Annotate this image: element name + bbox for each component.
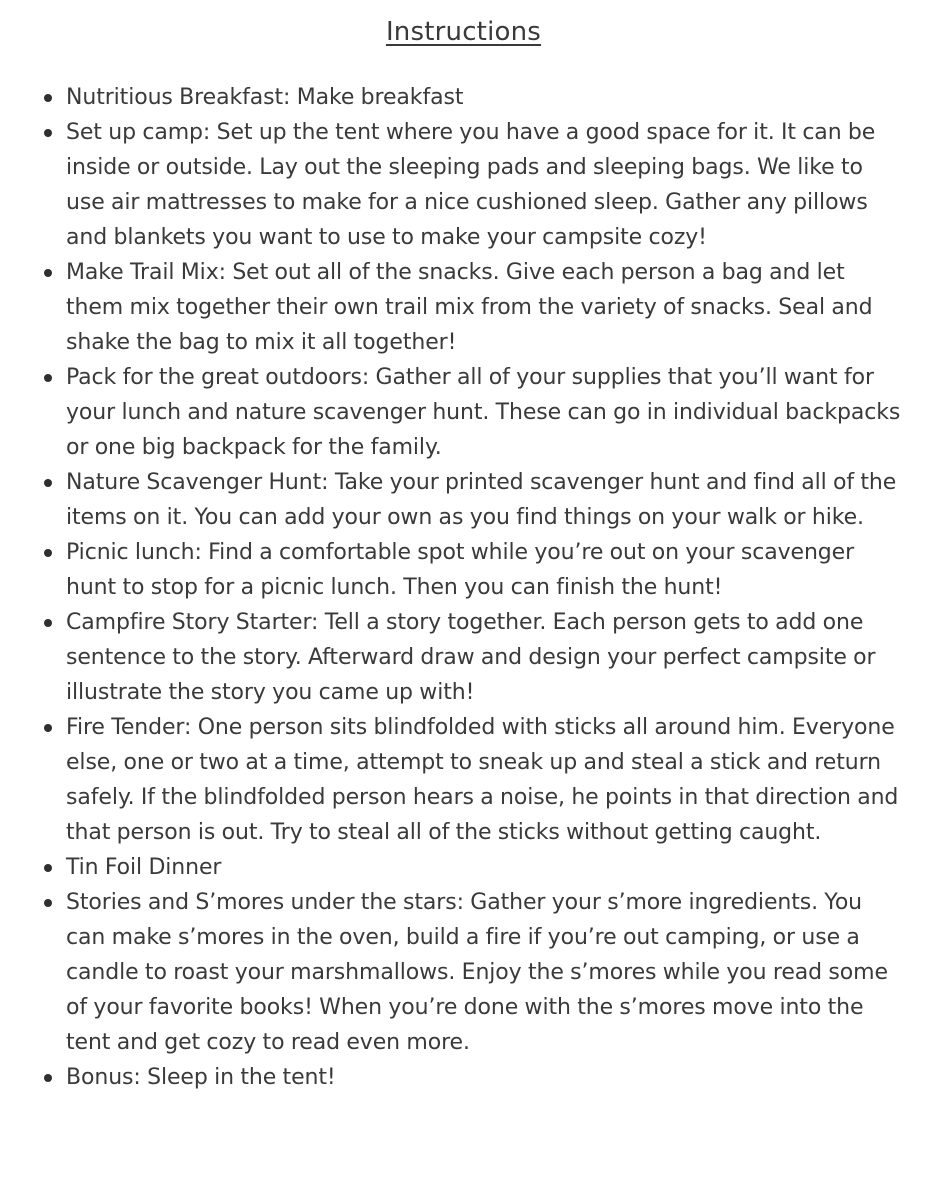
list-item <box>66 535 904 605</box>
bullet-icon <box>44 94 52 102</box>
bullet-icon <box>44 269 52 277</box>
list-item <box>66 885 904 1060</box>
list-item <box>66 710 904 850</box>
bullet-icon <box>44 724 52 732</box>
list-item <box>66 115 904 255</box>
list-item-text: Tin Foil Dinner <box>66 855 222 880</box>
bullet-icon <box>44 549 52 557</box>
bullet-icon <box>44 619 52 627</box>
bullet-icon <box>44 374 52 382</box>
list-item-text: Pack for the great outdoors: Gather all of your supplies that you’ll want for your lunch and nature scavenger hunt. These can go in individual backpacks or one big backpack for the family. <box>66 365 901 460</box>
list-item-text: Campfire Story Starter: Tell a story together. Each person gets to add one sentence to the story. Afterward draw and design your perfect campsite or illustrate the story you came up with! <box>66 610 876 705</box>
page-title: Instructions <box>385 17 542 47</box>
list-item-text: Bonus: Sleep in the tent! <box>66 1065 336 1090</box>
list-item <box>66 605 904 710</box>
list-item <box>66 80 904 115</box>
list-item-text: Nature Scavenger Hunt: Take your printed scavenger hunt and find all of the items on it. You can add your own as you find things on your walk or hike. <box>66 470 897 530</box>
list-item-text: Make Trail Mix: Set out all of the snacks. Give each person a bag and let them mix together their own trail mix from the variety of snacks. Seal and shake the bag to mix it all together! <box>66 260 873 355</box>
bullet-icon <box>44 1074 52 1082</box>
list-item-text: Nutritious Breakfast: Make breakfast <box>66 85 464 110</box>
list-item <box>66 255 904 360</box>
bullet-icon <box>44 129 52 137</box>
list-item-text: Stories and S’mores under the stars: Gather your s’more ingredients. You can make s’mores in the oven, build a fire if you’re out camping, or use a candle to roast your marshmallows. Enjoy the s’mores while you read some of your favorite books! When you’re done with the s’mores move into the tent and get cozy to read even more. <box>66 890 888 1055</box>
bullet-icon <box>44 864 52 872</box>
list-item <box>66 465 904 535</box>
list-item <box>66 360 904 465</box>
list-item-text: Picnic lunch: Find a comfortable spot while you’re out on your scavenger hunt to stop for a picnic lunch. Then you can finish the hunt! <box>66 540 855 600</box>
list-item <box>66 1060 904 1095</box>
list-item-text: Set up camp: Set up the tent where you have a good space for it. It can be inside or outside. Lay out the sleeping pads and sleeping bags. We like to use air mattresses to make for a nice cushioned sleep. Gather any pillows and blankets you want to use to make your campsite cozy! <box>66 120 876 250</box>
instruction-list <box>66 80 904 1095</box>
list-item <box>66 850 904 885</box>
bullet-icon <box>44 899 52 907</box>
list-item-text: Fire Tender: One person sits blindfolded with sticks all around him. Everyone else, one or two at a time, attempt to sneak up and steal a stick and return safely. If the blindfolded person hears a noise, he points in that direction and that person is out. Try to steal all of the sticks without getting caught. <box>66 715 899 845</box>
bullet-icon <box>44 479 52 487</box>
